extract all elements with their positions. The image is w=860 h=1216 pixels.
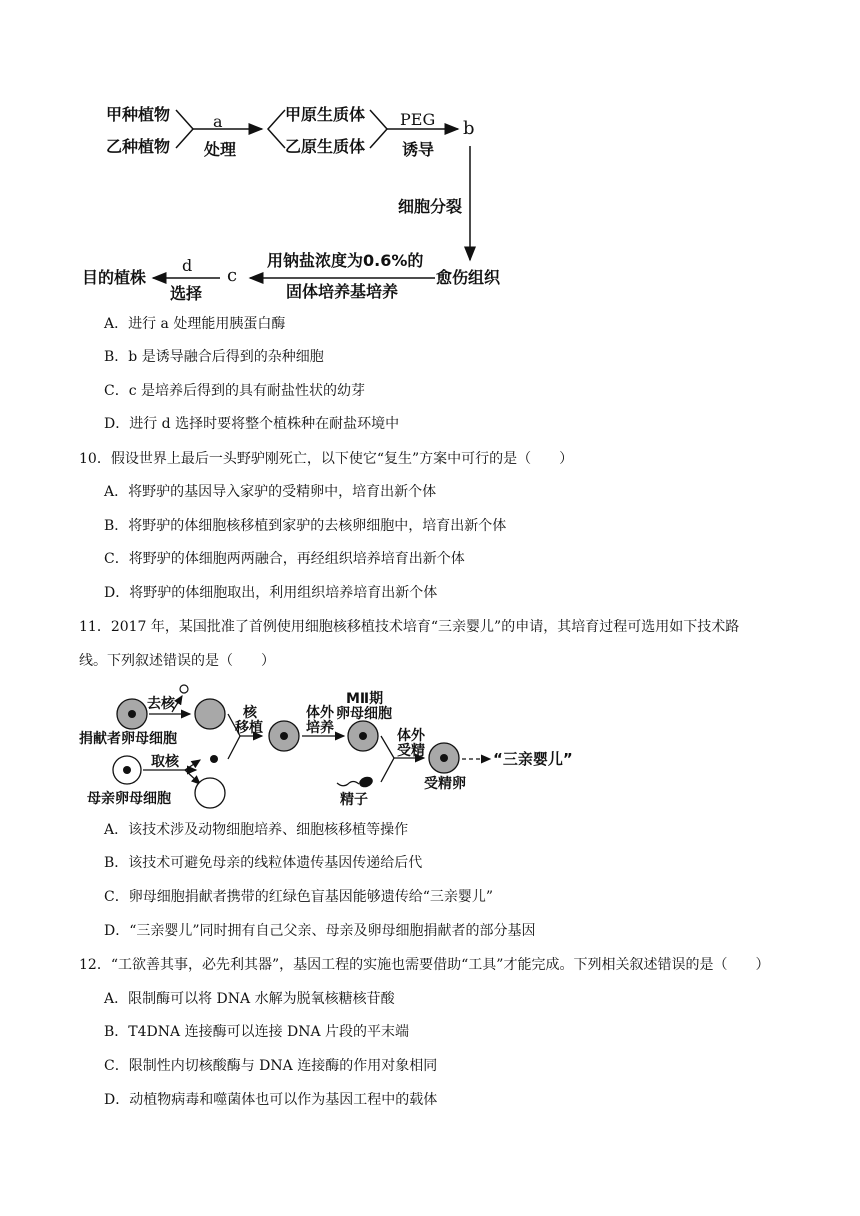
fertilization-label-top: 体外 — [397, 728, 425, 744]
medium-label-bottom: 固体培养基培养 — [286, 282, 399, 301]
q11-option-d: D．“三亲婴儿”同时拥有自己父亲、母亲及卵母细胞捐献者的部分基因 — [104, 923, 536, 939]
plant-b-label: 乙种植物 — [106, 137, 171, 156]
step-d-label: d — [182, 256, 193, 275]
q11-option-c: C．卵母细胞捐献者携带的红绿色盲基因能够遗传给“三亲婴儿” — [104, 889, 494, 905]
transfer-label-bottom: 移植 — [235, 720, 263, 736]
take-nucleus-label: 取核 — [151, 754, 179, 770]
q9-option-b: B．b 是诱导融合后得到的杂种细胞 — [104, 349, 324, 365]
q10-option-a: A．将野驴的基因导入家驴的受精卵中，培育出新个体 — [104, 484, 437, 500]
q11-stem-line2: 线。下列叙述错误的是（ ） — [79, 653, 275, 669]
q12-stem: 12．“工欲善其事，必先利其器”，基因工程的实施也需要借助“工具”才能完成。下列相关叙述错误的是（ ） — [79, 957, 770, 973]
donor-oocyte-label: 捐献者卵母细胞 — [79, 731, 177, 747]
q11-stem-line1: 11．2017 年，某国批准了首例使用细胞核移植技术培育“三亲婴儿”的申请，其培育过程可选用如下技术路 — [79, 619, 740, 635]
node-c-label: c — [227, 265, 238, 286]
step-a-label: a — [213, 112, 223, 131]
q12-option-d: D．动植物病毒和噬菌体也可以作为基因工程中的载体 — [104, 1092, 438, 1108]
fertilization-label-bottom: 受精 — [397, 743, 425, 759]
culture-label-bottom: 培养 — [306, 720, 334, 736]
q12-option-b: B．T4DNA 连接酶可以连接 DNA 片段的平末端 — [104, 1024, 410, 1040]
step-d-select-label: 选择 — [170, 284, 203, 303]
q11-option-a: A．该技术涉及动物细胞培养、细胞核移植等操作 — [104, 822, 409, 838]
zygote-label: 受精卵 — [424, 776, 466, 792]
q10-option-c: C．将野驴的体细胞两两融合，再经组织培养培育出新个体 — [104, 551, 465, 567]
callus-label: 愈伤组织 — [436, 268, 501, 287]
protoplast-a-label: 甲原生质体 — [285, 105, 366, 124]
transfer-label-top: 核 — [243, 705, 257, 721]
q9-option-a: A．进行 a 处理能用胰蛋白酶 — [104, 316, 286, 332]
cell-division-label: 细胞分裂 — [398, 197, 463, 216]
remove-nucleus-label: 去核 — [147, 696, 175, 712]
medium-label-top: 用钠盐浓度为0.6%的 — [267, 251, 424, 270]
sperm-label: 精子 — [340, 792, 368, 808]
q9-option-d: D．进行 d 选择时要将整个植株种在耐盐环境中 — [104, 416, 400, 432]
q11-option-b: B．该技术可避免母亲的线粒体遗传基因传递给后代 — [104, 855, 423, 871]
mii-label-top: MⅡ期 — [346, 691, 384, 707]
plant-a-label: 甲种植物 — [106, 105, 171, 124]
culture-label-top: 体外 — [306, 705, 334, 721]
q9-option-c: C．c 是培养后得到的具有耐盐性状的幼芽 — [104, 383, 366, 399]
q12-option-c: C．限制性内切核酸酶与 DNA 连接酶的作用对象相同 — [104, 1058, 438, 1074]
protoplast-b-label: 乙原生质体 — [285, 137, 366, 156]
q10-stem: 10．假设世界上最后一头野驴刚死亡，以下使它“复生”方案中可行的是（ ） — [79, 451, 574, 467]
induce-label: 诱导 — [402, 140, 435, 159]
q12-option-a: A．限制酶可以将 DNA 水解为脱氧核糖核苷酸 — [104, 991, 395, 1007]
step-a-process-label: 处理 — [204, 140, 237, 159]
q10-option-b: B．将野驴的体细胞核移植到家驴的去核卵细胞中，培育出新个体 — [104, 518, 507, 534]
peg-label: PEG — [400, 110, 436, 129]
q10-option-d: D．将野驴的体细胞取出，利用组织培养培育出新个体 — [104, 585, 438, 601]
mother-oocyte-label: 母亲卵母细胞 — [87, 791, 171, 807]
target-plant-label: 目的植株 — [82, 268, 147, 287]
mii-label-bottom: 卵母细胞 — [336, 706, 392, 722]
three-parent-baby-label: “三亲婴儿” — [493, 750, 573, 768]
node-b-label: b — [463, 118, 475, 139]
